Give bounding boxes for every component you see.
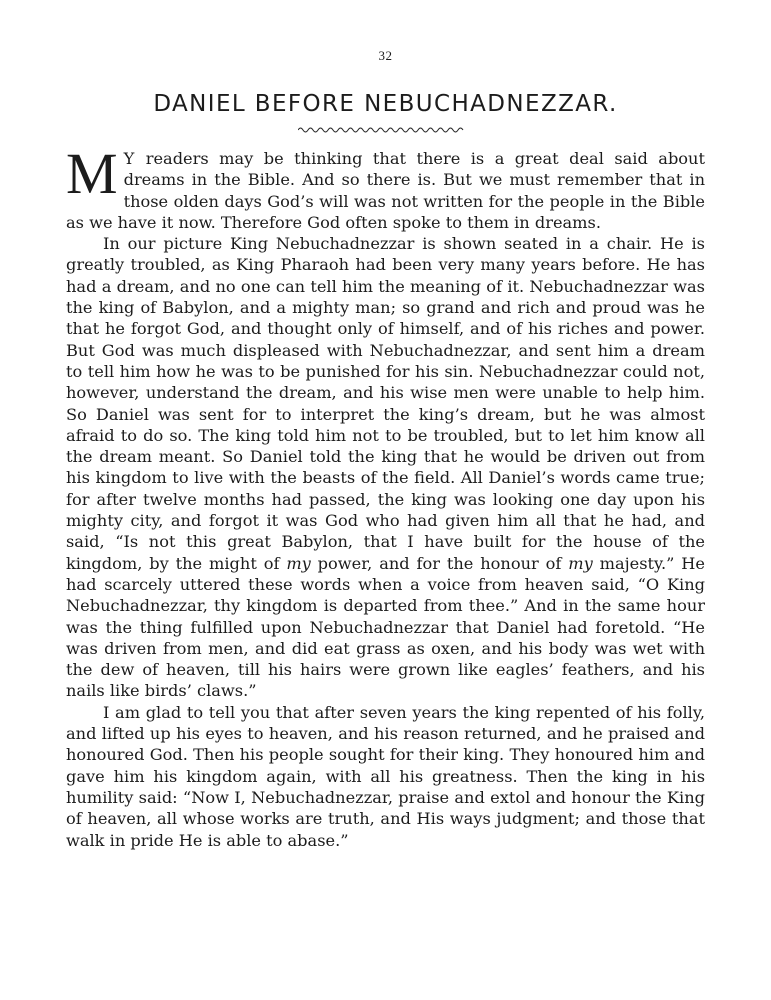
page-title: DANIEL BEFORE NEBUCHADNEZZAR. (153, 91, 618, 117)
article-body (66, 141, 705, 851)
paragraph-story-text-3: majesty.” He had scarcely uttered these words when a voice from heaven said, “O King Nebuchadnezzar, thy kingdom is departed from thee.” And in the same hour was the thing fulfilled upon Nebuchadnezzar that Daniel had foretold. “He was driven from men, and did eat grass as oxen, and his body was wet with the dew of heaven, till his hairs were grown like eagles’ feathers, and his nails like birds’ claws.” (66, 553, 705, 701)
paragraph-intro-text: readers may be thinking that there is a great deal said about dreams in the Bible. And so there is. But we must remember that in those olden days God’s will was not written for the people in the Bible as we have it now. Therefore God often spoke to them in dreams. (66, 149, 705, 232)
emphasis-my: my (568, 553, 593, 573)
lead-capital: Y (123, 149, 136, 168)
page-number: 32 (378, 48, 393, 63)
paragraph-conclusion-text: I am glad to tell you that after seven years the king repented of his folly, and lifted up his eyes to heaven, and his reason returned, and he praised and honoured God. Then his people sought for their king. They honoured him and gave him his kingdom again, with all his greatness. Then the king in his humility said: “Now I, Nebuchadnezzar, praise and extol and honour the King of heaven, all whose works are truth, and His ways judgment; and those that walk in pride He is able to abase.” (66, 702, 705, 850)
paragraph-story-text-1: In our picture King Nebuchadnezzar is shown seated in a chair. He is greatly troubled, as King Pharaoh had been very many years before. He has had a dream, and no one can tell him the meaning of it. Nebuchadnezzar was the king of Babylon, and a mighty man; so grand and rich and proud was he that he forgot God, and thought only of himself, and of his riches and power. But God was much displeased with Nebuchadnezzar, and sent him a dream to tell him how he was to be punished for his sin. Nebuchadnezzar could not, however, understand the dream, and his wise men were unable to help him. So Daniel was sent for to interpret the king’s dream, but he was almost afraid to do so. The king told him not to be troubled, but to let him know all the dream meant. So Daniel told the king that he would be driven out from his kingdom to live with the beasts of the field. All Daniel’s words came true; for after twelve months had passed, the king was looking one day upon his mighty city, and forgot it was God who had given him all that he had, and said, “Is not this great Babylon, that I have built for the house of the kingdom, by the might of (66, 234, 705, 573)
paragraph-intro (66, 141, 705, 233)
title-ornament (298, 124, 464, 136)
paragraph-story-text-2: power, and for the honour of (310, 553, 569, 573)
paragraph-story (66, 233, 705, 702)
paragraph-conclusion (66, 702, 705, 851)
drop-cap: M (66, 141, 118, 206)
emphasis-my: my (286, 553, 311, 573)
